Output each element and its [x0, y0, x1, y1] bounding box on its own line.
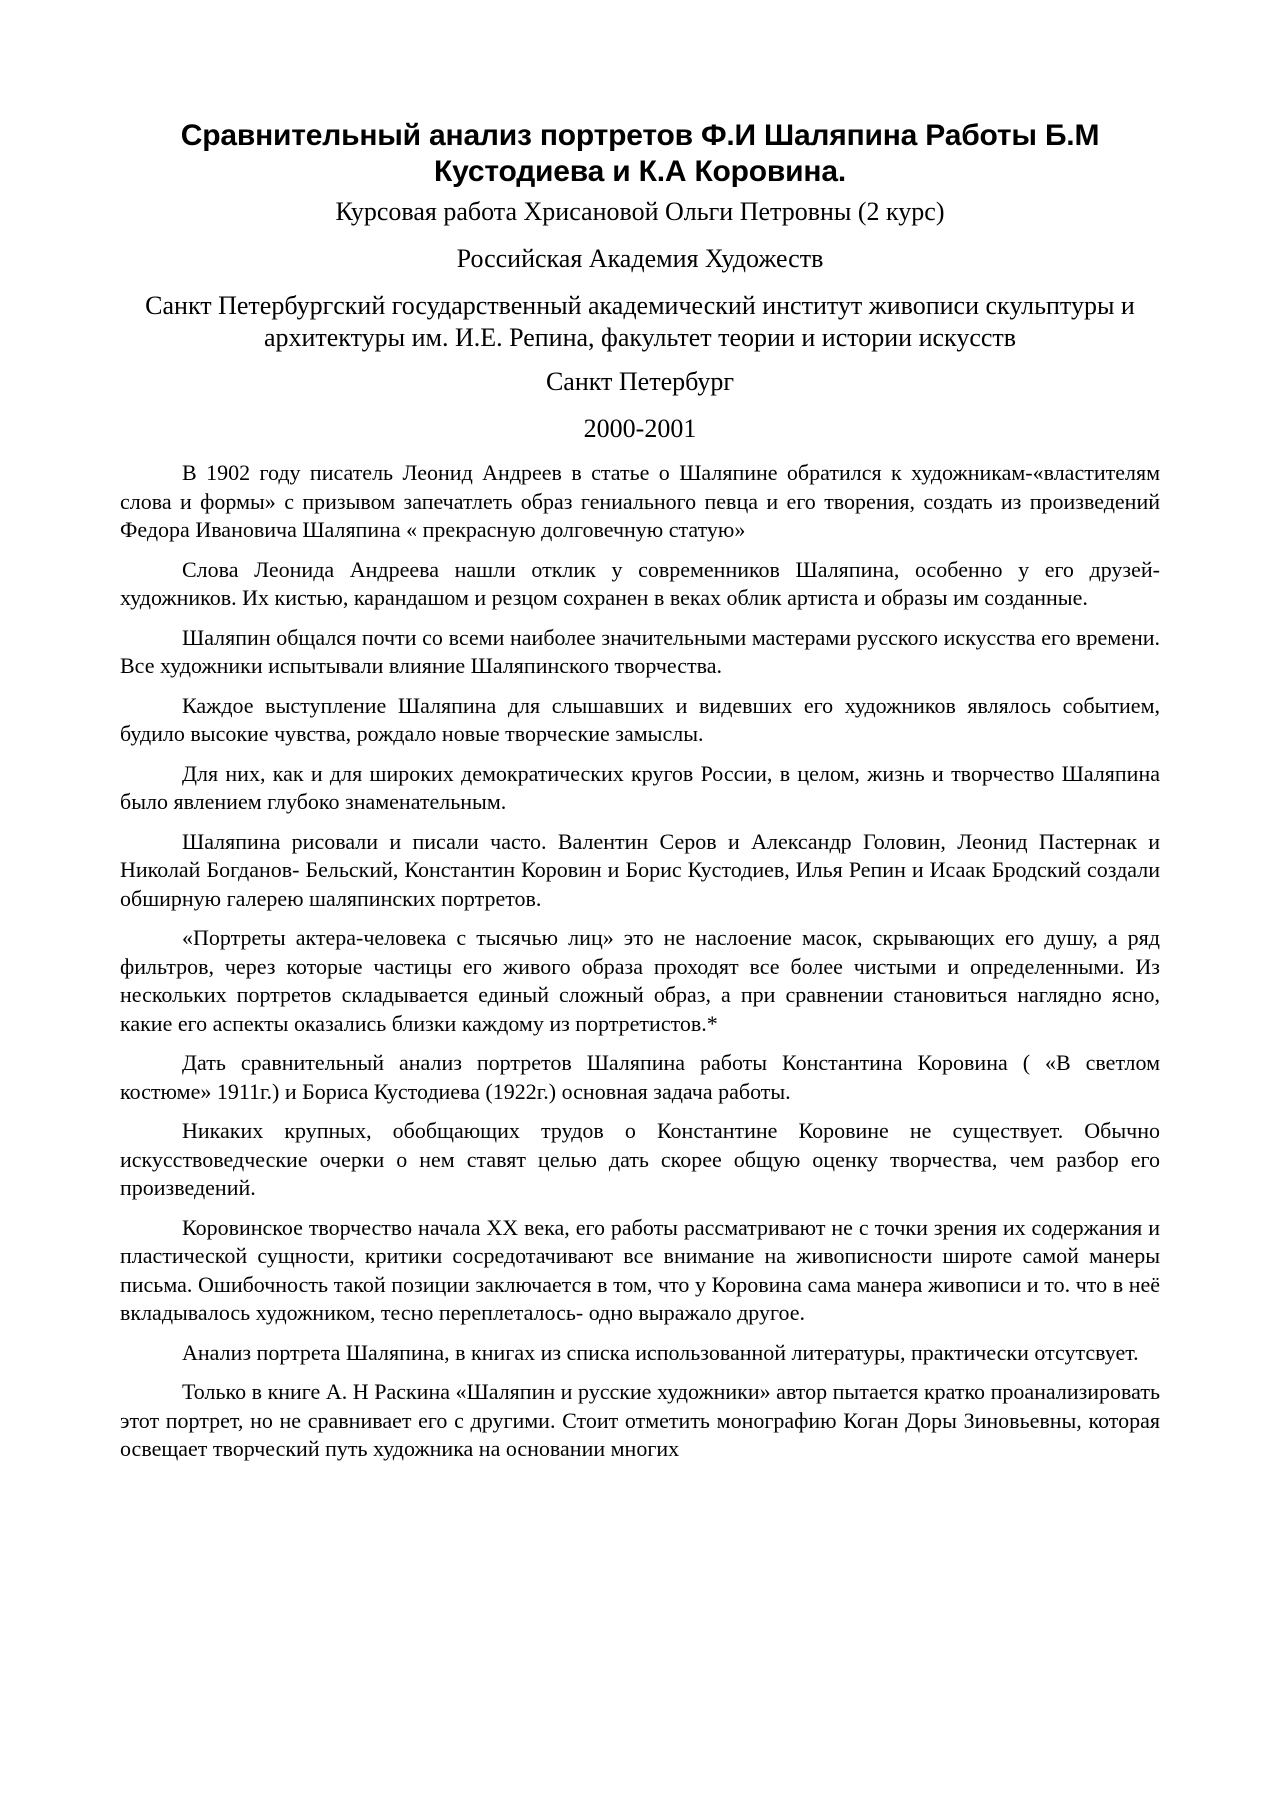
paragraph-7: «Портреты актера-человека с тысячью лиц» это не наслоение масок, скрывающих его душу, а ряд фильтров, через которые частицы его живого образа проходят все более чистыми и определенными. Из нескольких портретов складывается единый сложный образ, а при сравнении становиться наглядно ясно, какие его аспекты оказались близки каждому из портретистов.*: [120, 925, 1160, 1036]
paragraph-6: Шаляпина рисовали и писали часто. Валентин Серов и Александр Головин, Леонид Пастернак и Николай Богданов- Бельский, Константин Коровин и Борис Кустодиев, Илья Репин и Исаак Бродский создали обширную галерею шаляпинских портретов.: [120, 828, 1160, 911]
academy-name: Российская Академия Художеств: [456, 244, 824, 273]
paragraph-4: Каждое выступление Шаляпина для слышавших и видевших его художников являлось событием, будило высокие чувства, рождало новые творческие замыслы.: [120, 692, 1160, 746]
paragraph-1: В 1902 году писатель Леонид Андреев в статье о Шаляпине обратился к художникам-«властителям слова и формы» с призывом запечатлеть образ гениального певца и его творения, создать из произведений Федора Ивановича Шаляпина « прекрасную долговечную статую»: [120, 460, 1160, 542]
author-line: Курсовая работа Хрисановой Ольги Петровны (2 курс): [335, 197, 945, 226]
city-name: Санкт Петербург: [545, 367, 735, 396]
paragraph-12: Только в книге А. Н Раскина «Шаляпин и русские художники» автор пытается кратко проанализировать этот портрет, но не сравнивает его с другими. Стоит отметить монографию Коган Доры Зиновьевны, которая освещает творческий путь художника на основании многих: [120, 1379, 1160, 1461]
paragraph-9: Никаких крупных, обобщающих трудов о Константине Коровине не существует. Обычно искусствоведческие очерки о нем ставят целью дать скорее общую оценку творчества, чем разбор его произведений.: [120, 1118, 1160, 1200]
paragraph-10: Коровинское творчество начала XX века, его работы рассматривают не с точки зрения их содержания и пластической сущности, критики сосредотачивают все внимание на живописности широте самой манеры письма. Ошибочность такой позиции заключается в том, что у Коровина сама манера живописи и то. что в неё вкладывалось художником, тесно переплеталось- одно выражало другое.: [120, 1214, 1160, 1325]
paragraph-3: Шаляпин общался почти со всеми наиболее значительными мастерами русского искусства его времени. Все художники испытывали влияние Шаляпинского творчества.: [120, 624, 1160, 678]
document-page: [120, 118, 1160, 1464]
paragraph-11: Анализ портрета Шаляпина, в книгах из списка использованной литературы, практически отсутсвует.: [182, 1339, 1139, 1365]
paragraph-8: Дать сравнительный анализ портретов Шаляпина работы Константина Коровина ( «В светлом костюме» 1911г.) и Бориса Кустодиева (1922г.) основная задача работы.: [120, 1050, 1160, 1104]
paragraph-5: Для них, как и для широких демократических кругов России, в целом, жизнь и творчество Шаляпина было явлением глубоко знаменательным.: [120, 760, 1160, 814]
institute-name: Санкт Петербургский государственный академический институт живописи скульптуры и архитектуры им. И.Е. Репина, факультет теории и истории искусств: [145, 291, 1135, 352]
academic-years: 2000-2001: [583, 414, 697, 443]
document-title: Сравнительный анализ портретов Ф.И Шаляпина Работы Б.М Кустодиева и К.А Коровина.: [180, 119, 1100, 188]
paragraph-2: Слова Леонида Андреева нашли отклик у современников Шаляпина, особенно у его друзей-художников. Их кистью, карандашом и резцом сохранен в веках облик артиста и образы им созданные.: [120, 556, 1160, 610]
